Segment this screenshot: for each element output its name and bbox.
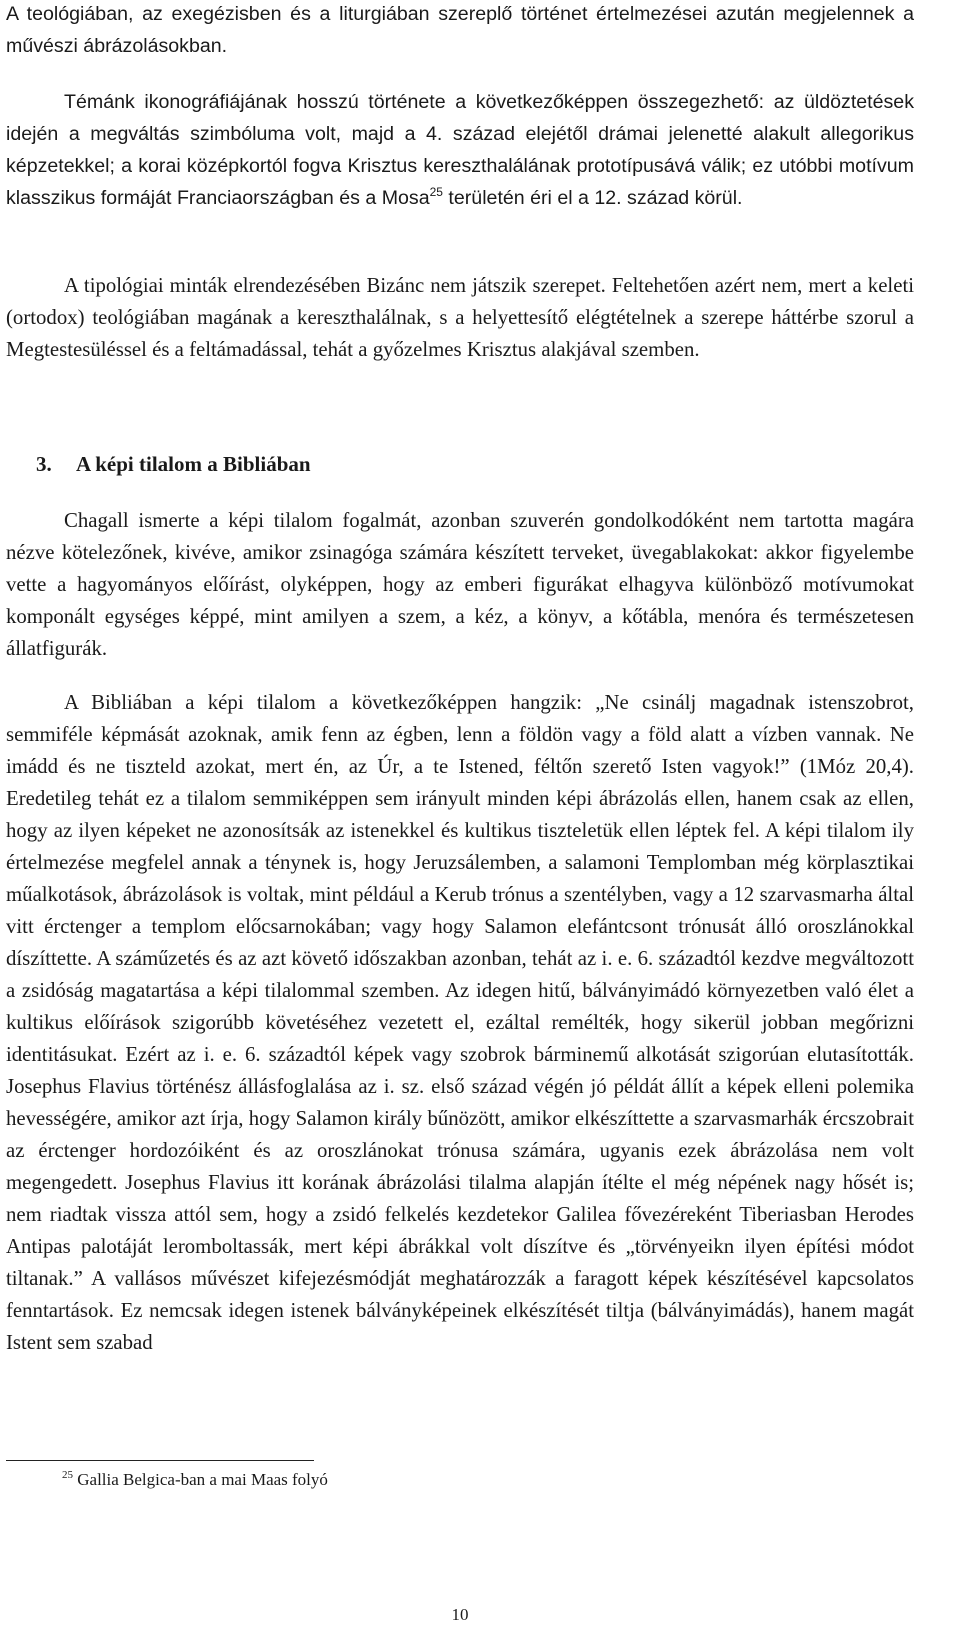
section-title: A képi tilalom a Bibliában — [76, 452, 311, 476]
paragraph-byzantium: A tipológiai minták elrendezésében Bizánc nem játszik szerepet. Feltehetően azért nem, mert a keleti (ortodox) teológiában magának a kereszthalálnak, s a helyettesítő elégtételnek a szerepe háttérbe szorul a Megtestesüléssel és a feltámadással, tehát a győzelmes Krisztus alakjával szemben. — [6, 274, 914, 361]
section-heading — [36, 448, 311, 480]
paragraph-iconography-text-end: területén éri el a 12. század körül. — [442, 187, 743, 209]
footnote — [62, 1468, 328, 1492]
footnote-reference: 25 — [429, 185, 443, 199]
paragraph-chagall: Chagall ismerte a képi tilalom fogalmát, azonban szuverén gondolkodóként nem tartotta magára nézve kötelezőnek, kivéve, amikor zsinagóga számára készített terveket, üvegablakokat: akkor figyelembe vette a hagyományos előírást, olyképpen, hogy az emberi figurákat elhagyva különböző motívumokat komponált egységes képpé, mint amilyen a szem, a kéz, a könyv, a kőtábla, menóra és természetesen állatfigurák. — [6, 509, 914, 660]
paragraph-iconography — [6, 86, 914, 214]
page-number: 10 — [451, 1605, 469, 1624]
footnote-separator — [6, 1460, 314, 1461]
section-number: 3. — [36, 452, 52, 476]
paragraph-bible-prohibition: A Bibliában a képi tilalom a következőképpen hangzik: „Ne csinálj magadnak istenszobrot, semmiféle képmását azoknak, amik fenn az égben, lenn a földön vagy a föld alatt a vízben vannak. Ne imádd és ne tiszteld azokat, mert én, az Úr, a te Istened, féltőn szerető Isten vagyok!” (1Móz 20,4). Eredetileg tehát ez a tilalom semmiképpen sem irányult minden képi ábrázolás ellen, hanem csak az ellen, hogy az ilyen képeket ne azonosítsák az istenekkel és kultikus tiszteletük ellen léptek fel. A képi tilalom ily értelmezése megfelel annak a ténynek is, hogy Jeruzsálemben, a salamoni Templomban még körplasztikai műalkotások, ábrázolások is voltak, mint például a Kerub trónus a szentélyben, vagy a 12 szarvasmarha által vitt érctenger a templom előcsarnokában; vagy hogy Salamon elefántcsont trónusát álló oroszlánokkal díszíttette. A száműzetés és az azt követő időszakban azonban, tehát az i. e. 6. századtól kezdve megváltozott a zsidóság magatartása a képi tilalommal szemben. Az idegen hitű, bálványimádó környezetben való élet a kultikus előírások szigorúbb követéséhez vezetett el, ezáltal remélték, hogy sikerül jobban megőrizni identitásukat. Ezért az i. e. 6. századtól képek vagy szobrok bárminemű alkotását szigorúan elutasították. Josephus Flavius történész állásfoglalása az i. sz. első század végén jó példát állít a képek elleni polemika hevességére, amikor azt írja, hogy Salamon király bűnözött, amikor elkészíttette a szarvasmarhák ércszobrait az érctenger hordozóiként és az oroszlánokat trónusa számára, ugyanis ezek ábrázolása nem volt megengedett. Josephus Flavius itt korának ábrázolási tilalma alapján ítélte el még népének nagy hősét is; nem riadtak vissza attól sem, hogy a zsidó felkelés kezdetekor Galilea fővezéreként Tiberiasban Herodes Antipas palotáját leromboltassák, mert képi ábrákkal volt díszítve és „törvényeikn ilyen építési módot tiltanak.” A vallásos művészet kifejezésmódját meghatározzák a faragott képek készítésével kapcsolatos fenntartások. Ez nemcsak idegen istenek bálványképeinek elkészítését tiltja (bálványimádás), hanem magát Istent sem szabad — [6, 691, 914, 1354]
footnote-number: 25 — [62, 1469, 73, 1481]
paragraph-intro: A teológiában, az exegézisben és a liturgiában szereplő történet értelmezései azután megjelennek a művészi ábrázolásokban. — [6, 3, 914, 57]
footnote-text: Gallia Belgica-ban a mai Maas folyó — [77, 1470, 328, 1489]
paragraph-iconography-text: Témánk ikonográfiájának hosszú története a következőképpen összegezhető: az üldöztetések idején a megváltás szimbóluma volt, majd a 4. század elejétől drámai jelenetté alakult allegorikus képzetekkel; a korai középkortól fogva Krisztus kereszthalálának prototípusává válik; ez utóbbi motívum klasszikus formáját Franciaországban és a Mosa — [6, 91, 914, 209]
